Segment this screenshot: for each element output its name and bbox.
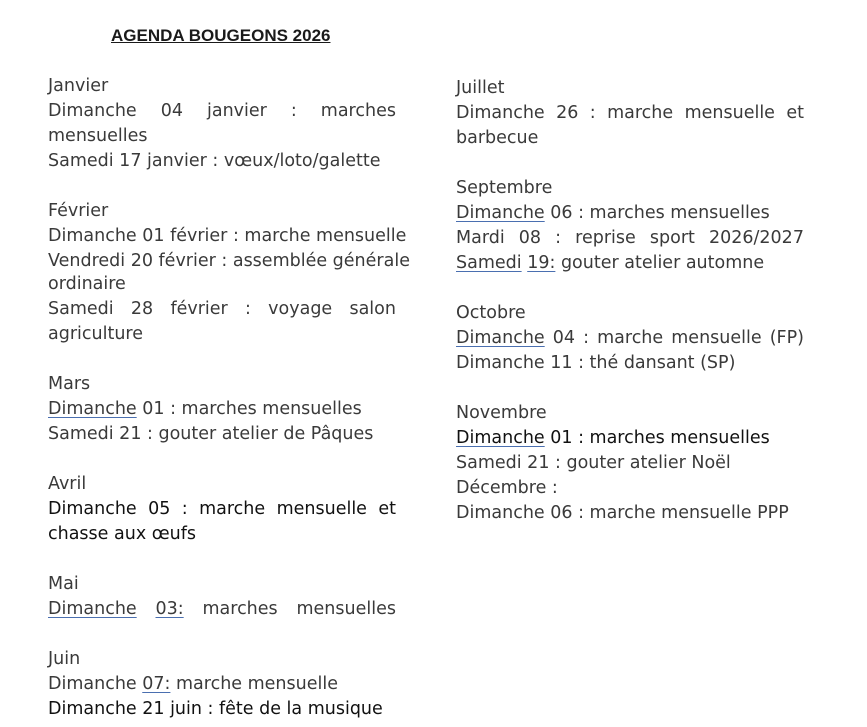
month-janvier: Janvier <box>48 76 109 96</box>
month-octobre: Octobre <box>456 303 526 323</box>
event-line-wrap: mensuelles <box>48 126 148 146</box>
month-decembre: Décembre : <box>456 478 558 498</box>
month-septembre: Septembre <box>456 178 553 198</box>
event-line: Dimanche 21 juin : fête de la musique <box>48 699 383 719</box>
spellcheck-word: 19: <box>527 253 556 273</box>
event-line: Dimanche 06 : marches mensuelles <box>456 203 770 223</box>
month-mai: Mai <box>48 574 79 594</box>
event-line: Dimanche 03: marches mensuelles <box>48 599 396 619</box>
spellcheck-word: 07: <box>142 674 171 694</box>
right-column <box>456 76 804 526</box>
spellcheck-word: Dimanche <box>48 599 137 619</box>
event-line: Dimanche 06 : marche mensuelle PPP <box>456 503 789 523</box>
month-juillet: Juillet <box>456 78 505 98</box>
event-line: Samedi 28 février : voyage salon <box>48 299 396 319</box>
spellcheck-word: 03: <box>155 599 184 619</box>
month-fevrier: Février <box>48 201 109 221</box>
event-line: Dimanche 04 : marche mensuelle (FP) <box>456 328 804 348</box>
event-line: Dimanche 01 : marches mensuelles <box>48 399 362 419</box>
month-novembre: Novembre <box>456 403 547 423</box>
event-line: Samedi 17 janvier : vœux/loto/galette <box>48 151 381 171</box>
month-avril: Avril <box>48 474 87 494</box>
spellcheck-word: Dimanche <box>456 328 545 348</box>
event-line: Mardi 08 : reprise sport 2026/2027 <box>456 228 804 248</box>
event-line-wrap: ordinaire <box>48 274 126 294</box>
event-line: Samedi 19: gouter atelier automne <box>456 253 765 273</box>
event-line: Dimanche 01 février : marche mensuelle <box>48 226 407 246</box>
event-line: Dimanche 05 : marche mensuelle et chasse aux œufs <box>48 499 396 544</box>
event-line: Dimanche 11 : thé dansant (SP) <box>456 353 736 373</box>
event-line: Samedi 21 : gouter atelier de Pâques <box>48 424 374 444</box>
event-line: Samedi 21 : gouter atelier Noël <box>456 453 731 473</box>
month-juin: Juin <box>48 649 81 669</box>
spellcheck-word: Dimanche <box>48 399 137 419</box>
event-line: Dimanche 26 : marche mensuelle et barbecue <box>456 103 804 148</box>
spellcheck-word: Samedi <box>456 253 522 273</box>
event-line-wrap: agriculture <box>48 324 143 344</box>
month-mars: Mars <box>48 374 91 394</box>
event-line: Dimanche 01 : marches mensuelles <box>456 428 770 448</box>
event-line: Dimanche 04 janvier : marches <box>48 101 396 121</box>
spellcheck-word: Dimanche <box>456 203 545 223</box>
event-line: Dimanche 07: marche mensuelle <box>48 674 338 694</box>
event-line: Vendredi 20 février : assemblée générale <box>48 251 410 271</box>
document-title: AGENDA BOUGEONS 2026 <box>111 26 331 45</box>
spellcheck-word: Dimanche <box>456 428 545 448</box>
left-column <box>48 74 410 722</box>
